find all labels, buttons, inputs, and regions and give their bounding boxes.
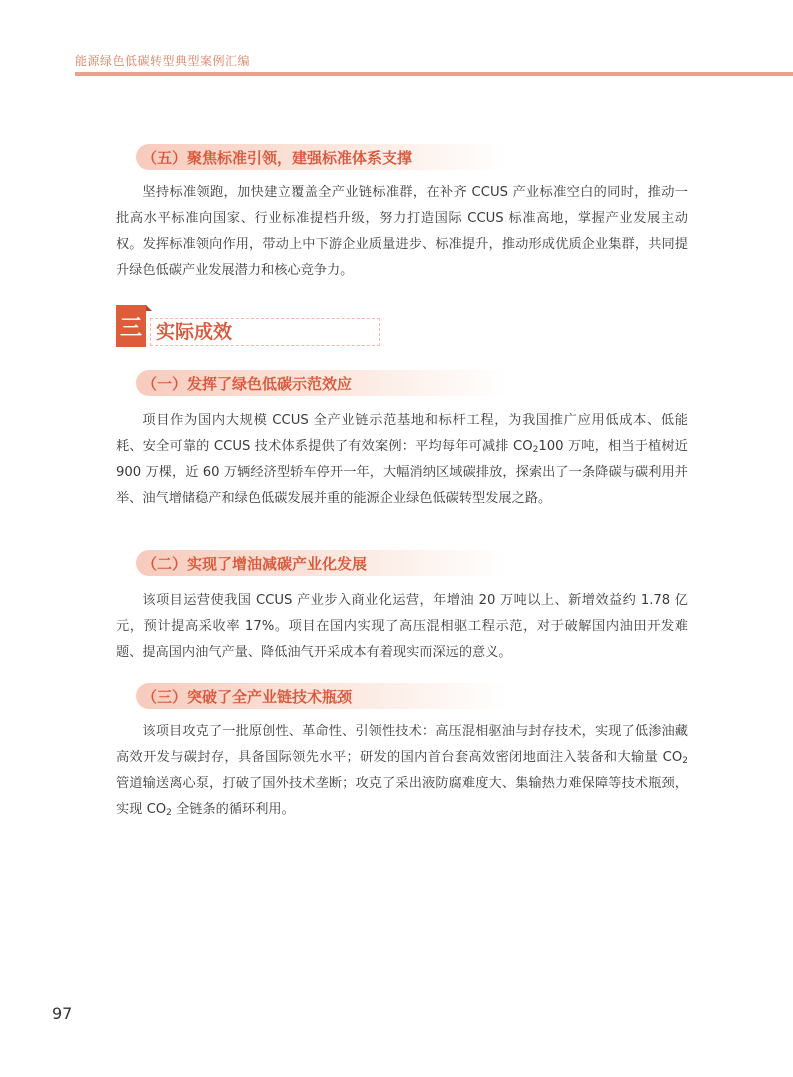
- section-title: 实际成效: [156, 321, 233, 343]
- paragraph-text: 全链条的循环利用。: [171, 802, 295, 817]
- paragraph-industrialization: 该项目运营使我国 CCUS 产业步入商业化运营，年增油 20 万吨以上、新增效益约 1.78 亿元，预计提高采收率 17%。项目在国内实现了高压混相驱工程示范，对于破解国内油田开发难题、提高国内油气产量、降低油气开采成本有着现实而深远的意义。: [116, 593, 688, 660]
- running-header: 能源绿色低碳转型典型案例汇编: [75, 54, 251, 68]
- header-rule: [75, 72, 793, 76]
- paragraph-text: 管道输送离心泵，打破了国外技术垄断；攻克了采出液防腐难度大、集输热力难保障等技术瓶颈，实现 CO: [116, 776, 688, 817]
- section-heading: [116, 305, 380, 347]
- paragraph-text: 该项目攻克了一批原创性、革命性、引领性技术：高压混相驱油与封存技术，实现了低渗油藏高效开发与碳封存，具备国际领先水平；研发的国内首台套高效密闭地面注入装备和大输量 CO: [116, 724, 688, 765]
- paragraph-technology-breakthrough: [116, 719, 688, 823]
- subsection-heading-5: [136, 144, 506, 170]
- subsection-heading-2: [136, 550, 506, 576]
- subsection-heading-1: [136, 370, 506, 396]
- subscript: 2: [532, 445, 539, 455]
- paragraph-text: 项目作为国内大规模 CCUS 全产业链示范基地和标杆工程，为我国推广应用低成本、低能耗、安全可靠的 CCUS 技术体系提供了有效案例：平均每年可减排 CO: [116, 413, 688, 454]
- subsection-title-5: （五）聚焦标准引领，建强标准体系支撑: [142, 149, 413, 167]
- paragraph-standards: 坚持标准领跑，加快建立覆盖全产业链标准群，在补齐 CCUS 产业标准空白的同时，推动一批高水平标准向国家、行业标准提档升级，努力打造国际 CCUS 标准高地，掌握产业发展主动权。发挥标准领向作用，带动上中下游企业质量进步、标准提升，推动形成优质企业集群，共同提升绿色低碳产业发展潜力和核心竞争力。: [116, 185, 688, 278]
- subsection-title-1: （一）发挥了绿色低碳示范效应: [142, 375, 353, 393]
- subsection-heading-3: [136, 683, 506, 709]
- subscript: 2: [682, 756, 688, 766]
- subsection-title-2: （二）实现了增油减碳产业化发展: [142, 555, 368, 573]
- subsection-title-3: （三）突破了全产业链技术瓶颈: [142, 688, 353, 706]
- page-number: 97: [52, 1004, 73, 1023]
- paragraph-demonstration-effect: [116, 408, 688, 512]
- section-number-badge: 三: [116, 305, 146, 347]
- paragraph-text: 100 万吨，相当于植树近 900 万棵，近 60 万辆经济型轿车停开一年，大幅消纳区域碳排放，探索出了一条降碳与碳利用并举、油气增储稳产和绿色低碳发展并重的能源企业绿色低碳转型发展之路。: [116, 439, 688, 506]
- subscript: 2: [166, 808, 172, 818]
